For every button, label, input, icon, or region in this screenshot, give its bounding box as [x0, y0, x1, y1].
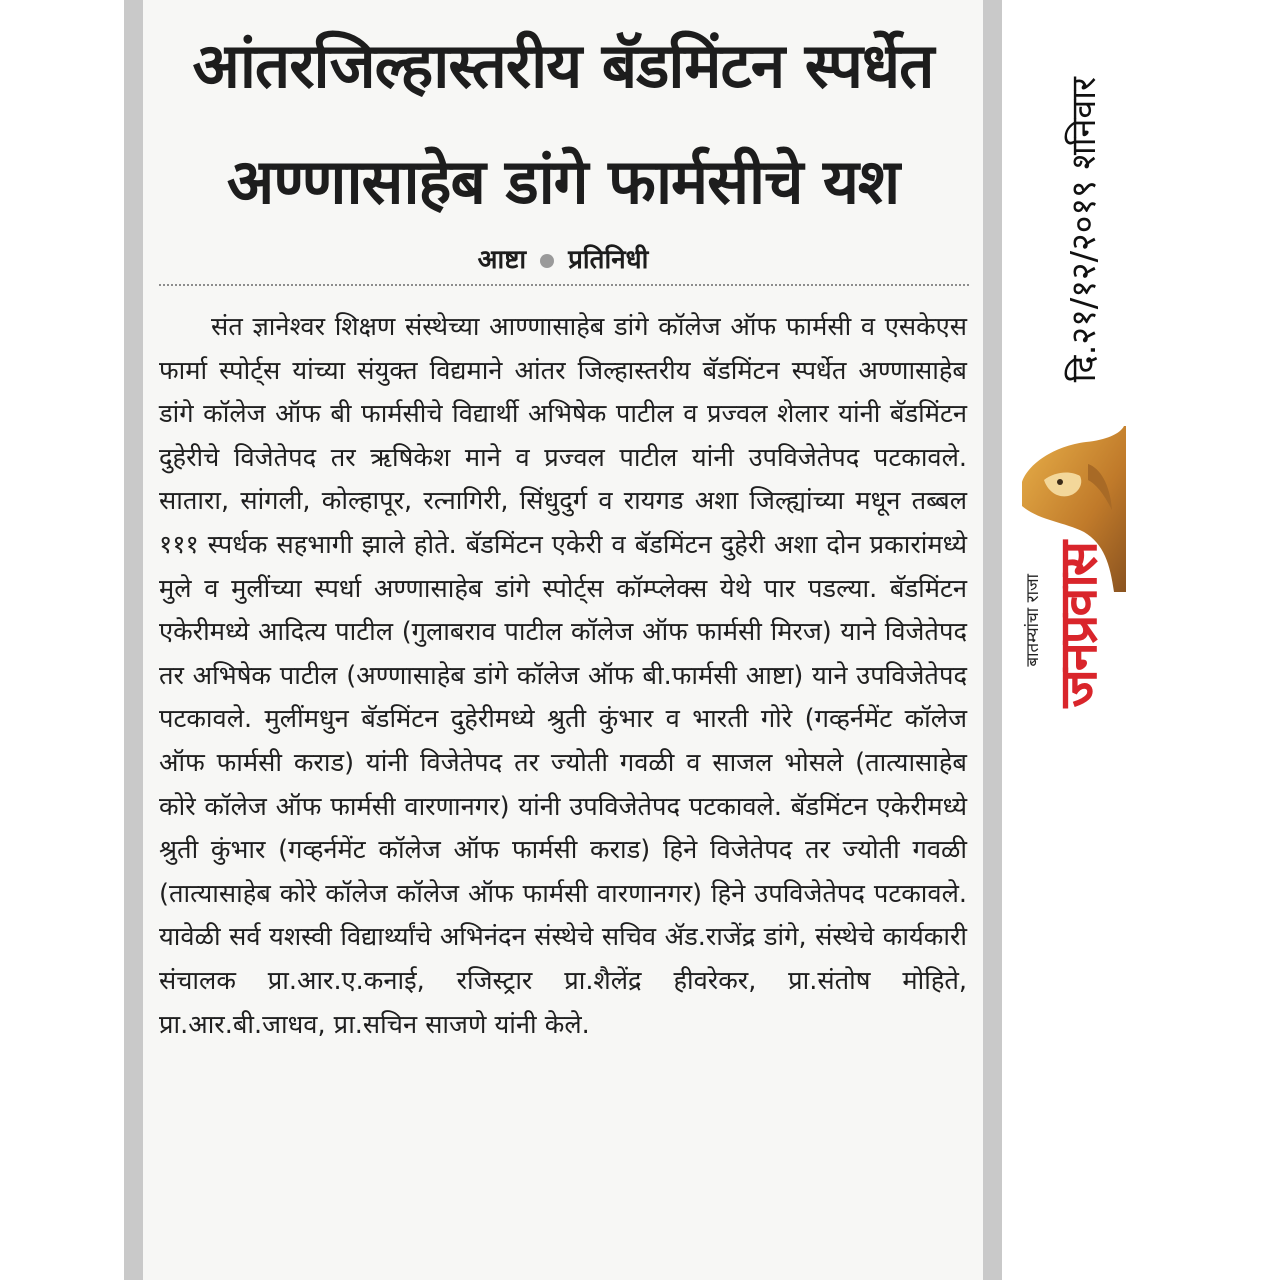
bullet-icon: [540, 254, 554, 268]
newspaper-tagline-text: बातम्यांचा राजा: [1022, 573, 1043, 667]
publication-date: [1034, 40, 1134, 420]
byline: [143, 240, 983, 276]
byline-place: आष्टा: [477, 245, 527, 275]
headline-line-1: आंतरजिल्हास्तरीय बॅडमिंटन स्पर्धेत: [192, 29, 934, 102]
article-body: संत ज्ञानेश्वर शिक्षण संस्थेच्या आण्णासाहेब डांगे कॉलेज ऑफ फार्मसी व एसकेएस फार्मा स्पोर्ट्स यांच्या संयुक्त विद्यमाने आंतर जिल्हास्तरीय बॅडमिंटन स्पर्धेत अण्णासाहेब डांगे कॉलेज ऑफ बी फार्मसीचे विद्यार्थी अभिषेक पाटील व प्रज्वल शेलार यांनी बॅडमिंटन दुहेरीचे विजेतेपद तर ऋषिकेश माने व प्रज्वल पाटील यांनी उपविजेतेपद पटकावले. सातारा, सांगली, कोल्हापूर, रत्नागिरी, सिंधुदुर्ग व रायगड अशा जिल्ह्यांच्या मधून तब्बल १११ स्पर्धक सहभागी झाले होते. बॅडमिंटन एकेरी व बॅडमिंटन दुहेरी अशा दोन प्रकारांमध्ये मुले व मुलींच्या स्पर्धा अण्णासाहेब डांगे स्पोर्ट्स कॉम्प्लेक्स येथे पार पडल्या. बॅडमिंटन एकेरीमध्ये आदित्य पाटील (गुलाबराव पाटील कॉलेज ऑफ फार्मसी मिरज) याने विजेतेपद तर अभिषेक पाटील (अण्णासाहेब डांगे कॉलेज ऑफ बी.फार्मसी आष्टा) याने उपविजेतेपद पटकावले. मुलींमधुन बॅडमिंटन दुहेरीमध्ये श्रुती कुंभार व भारती गोरे (गव्हर्नमेंट कॉलेज ऑफ फार्मसी कराड) यांनी विजेतेपद तर ज्योती गवळी व साजल भोसले (तात्यासाहेब कोरे कॉलेज ऑफ फार्मसी वारणानगर) यांनी उपविजेतेपद पटकावले. बॅडमिंटन एकेरीमध्ये श्रुती कुंभार (गव्हर्नमेंट कॉलेज ऑफ फार्मसी कराड) हिने विजेतेपद तर ज्योती गवळी (तात्यासाहेब कोरे कॉलेज कॉलेज ऑफ फार्मसी वारणानगर) हिने उपविजेतेपद पटकावले. यावेळी सर्व यशस्वी विद्यार्थ्यांचे अभिनंदन संस्थेचे सचिव ॲड.राजेंद्र डांगे, संस्थेचे कार्यकारी संचालक प्रा.आर.ए.कनाई, रजिस्ट्रार प्रा.शैलेंद्र हीवरेकर, प्रा.संतोष मोहिते, प्रा.आर.बी.जाधव, प्रा.सचिन साजणे यांनी केले.: [159, 312, 967, 1040]
publication-date-text: दि.२१/१२/२०१९ शनिवार: [1064, 77, 1104, 383]
newspaper-clipping: [143, 0, 983, 1280]
newspaper-logo: [1044, 500, 1112, 750]
newspaper-name: जनप्रवास: [1048, 542, 1109, 708]
byline-author: प्रतिनिधी: [568, 245, 649, 275]
headline-line-2: अण्णासाहेब डांगे फार्मसीचे यश: [226, 145, 900, 218]
dotted-divider: [159, 284, 969, 286]
